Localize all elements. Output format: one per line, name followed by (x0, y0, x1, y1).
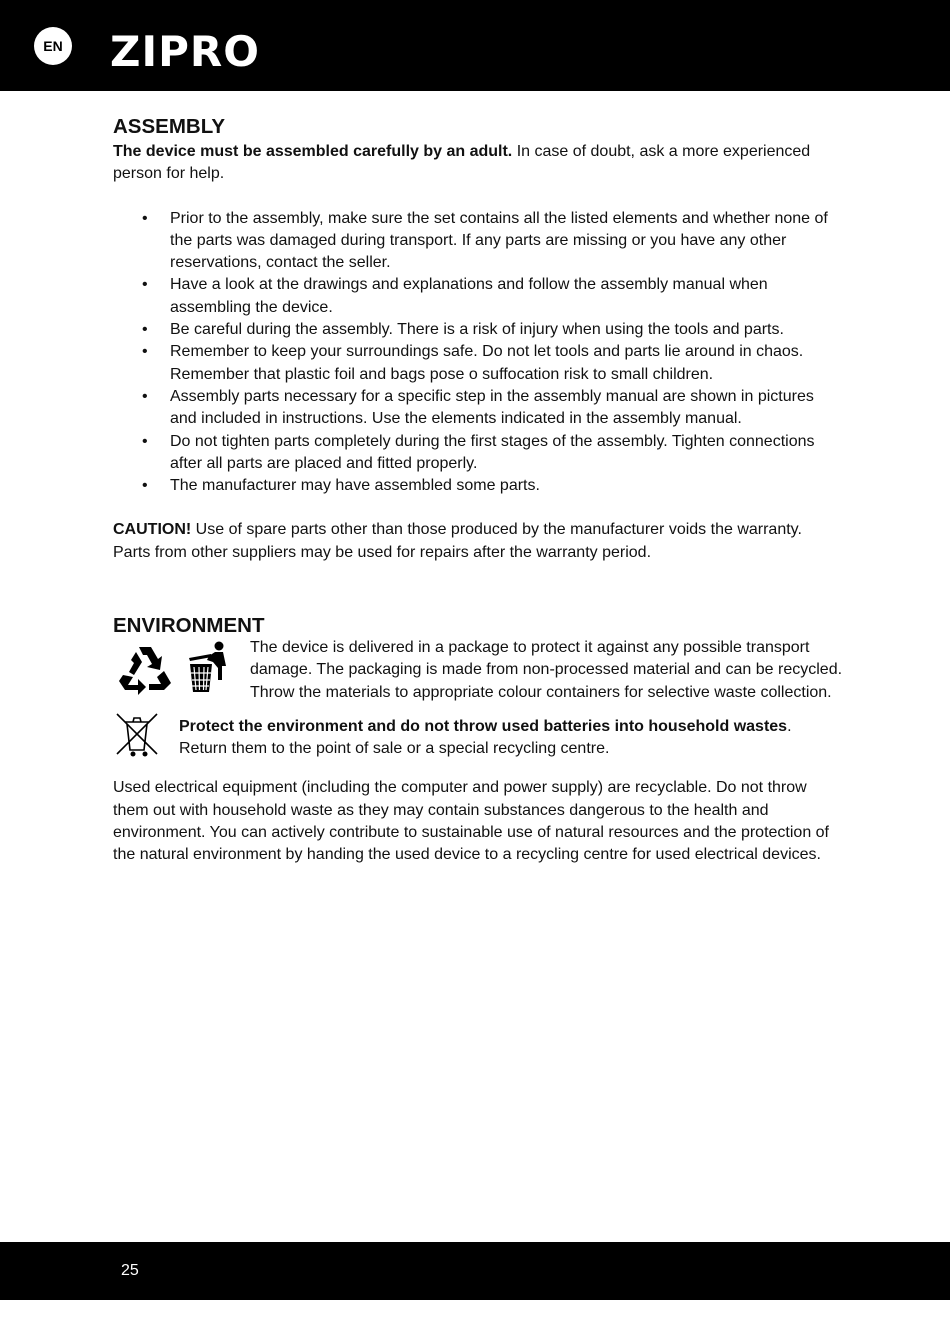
caution-paragraph (113, 519, 843, 564)
bullet-icon: • (142, 321, 148, 339)
caution-label: CAUTION! (113, 521, 192, 539)
bullet-icon: • (142, 276, 148, 294)
list-item (113, 386, 843, 431)
environment-heading: ENVIRONMENT (113, 614, 265, 638)
bullet-icon: • (142, 343, 148, 361)
batteries-row (113, 716, 843, 765)
main-content (113, 113, 843, 866)
list-item-text: Assembly parts necessary for a specific step in the assembly manual are shown in pictures and included in instructions. Use the elements indicated in the assembly manual. (170, 387, 814, 428)
batteries-instruction: . Return them to the point of sale or a special recycling centre. (179, 717, 792, 758)
page-number: 25 (121, 1262, 139, 1279)
assembly-intro (113, 141, 843, 186)
batteries-warning: Protect the environment and do not throw used batteries into household wastes (179, 717, 788, 735)
bullet-icon: • (142, 209, 148, 227)
list-item (113, 274, 843, 319)
list-item (113, 208, 843, 275)
packaging-row (113, 640, 843, 704)
assembly-intro-bold: The device must be assembled carefully by an adult. (113, 143, 513, 160)
list-item-text: Have a look at the drawings and explanations and follow the assembly manual when assembling the device. (170, 276, 768, 316)
assembly-bullet-list (113, 208, 843, 498)
electrical-equipment-text: Used electrical equipment (including the computer and power supply) are recyclable. Do not throw them out with household waste as they may contain substances dangerous to the health and environment. You can actively contribute to sustainable use of natural resources and the protection of the natural environment by handing the used device to a recycling centre for used electrical devices. (113, 779, 829, 864)
recycling-icon (117, 643, 173, 697)
trash-bin-icon (185, 640, 231, 694)
list-item-text: Be careful during the assembly. There is a risk of injury when using the tools and parts. (170, 321, 784, 339)
crossed-out-bin-icon (113, 710, 161, 758)
packaging-text: The device is delivered in a package to protect it against any possible transport damage. The packaging is made from non-processed material and can be recycled. Throw the materials to appropriate colour containers for selective waste collection. (250, 639, 843, 701)
bullet-icon: • (142, 432, 148, 450)
page-footer (0, 1242, 950, 1300)
list-item (113, 431, 843, 476)
list-item-text: Remember to keep your surroundings safe. Do not let tools and parts lie around in chaos. Remember that plastic foil and bags pose o suffocation risk to small children. (170, 343, 804, 383)
page-header (0, 0, 950, 91)
list-item-text: Prior to the assembly, make sure the set contains all the listed elements and whether none of the parts was damaged during transport. If any parts are missing or you have any other reservations, contact the seller. (170, 209, 828, 272)
bullet-icon: • (142, 387, 148, 405)
caution-text: Use of spare parts other than those produced by the manufacturer voids the warranty. Parts from other suppliers may be used for repairs after the warranty period. (113, 521, 802, 561)
list-item (113, 341, 843, 386)
bullet-icon: • (142, 477, 148, 495)
list-item-text: Do not tighten parts completely during the first stages of the assembly. Tighten connections after all parts are placed and fitted properly. (170, 432, 815, 472)
list-item (113, 319, 843, 341)
language-badge: EN (34, 27, 72, 65)
list-item-text: The manufacturer may have assembled some parts. (170, 477, 540, 495)
assembly-heading: ASSEMBLY (113, 115, 226, 138)
brand-logo: ZIPRO (110, 27, 260, 76)
assembly-intro-text: In case of doubt, ask a more experienced person for help. (113, 143, 811, 183)
list-item (113, 475, 843, 497)
batteries-text (179, 716, 843, 761)
